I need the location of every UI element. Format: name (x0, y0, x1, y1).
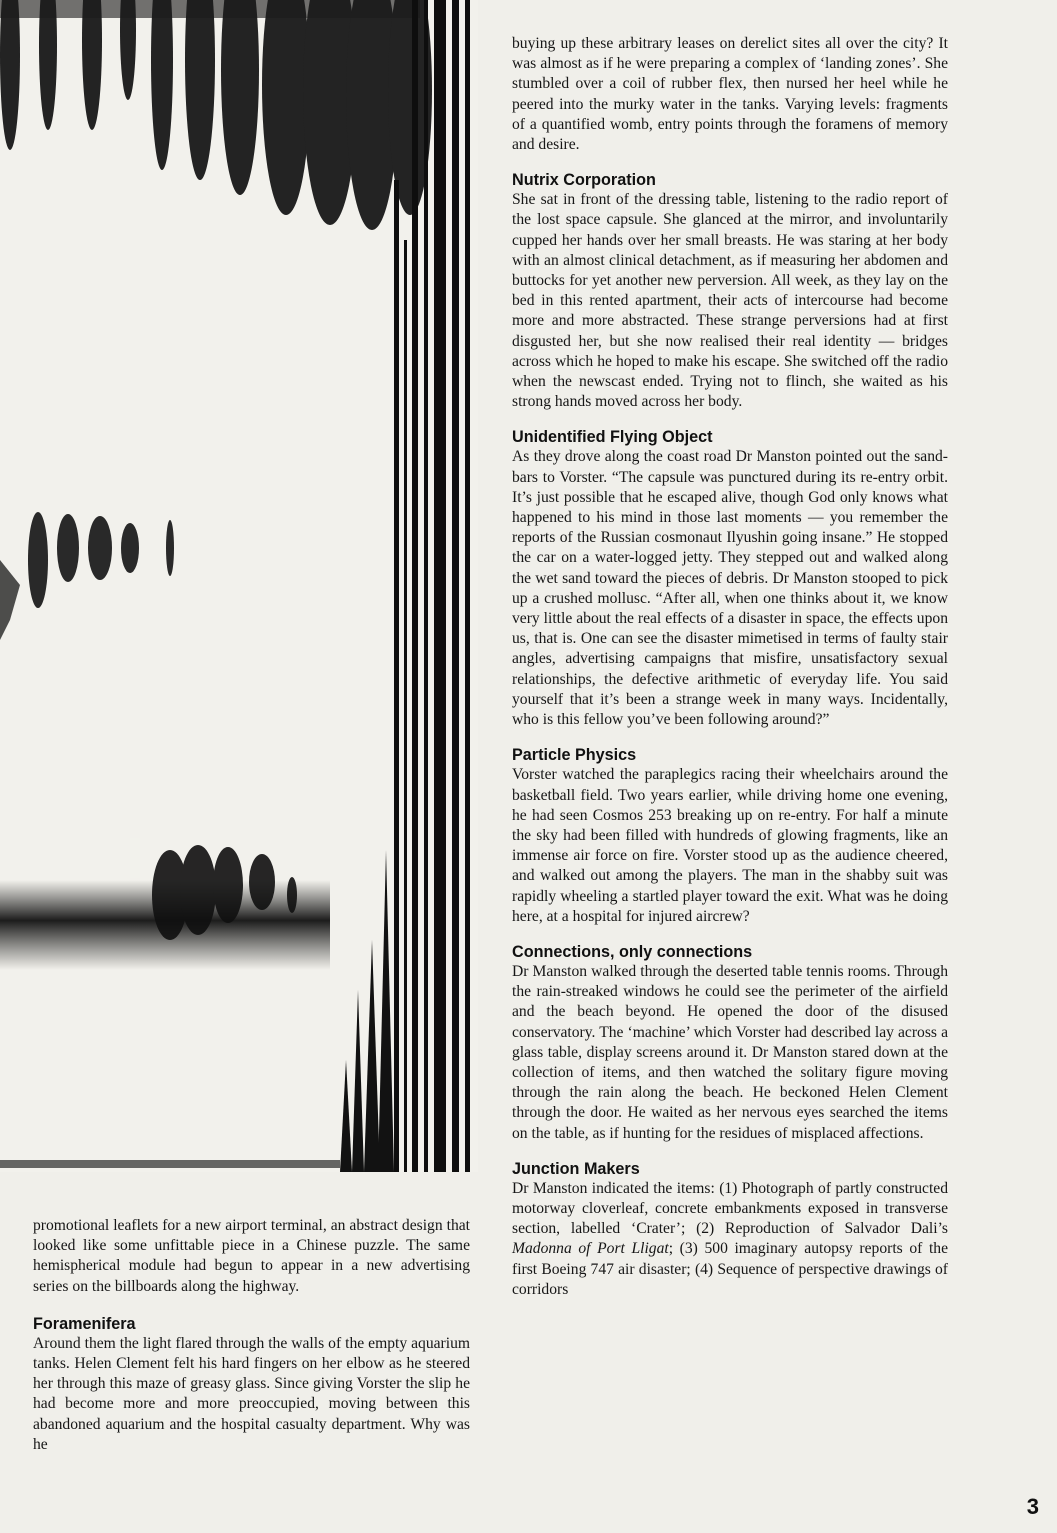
section-foramenifera (33, 1314, 470, 1455)
section-heading: Foramenifera (33, 1314, 136, 1333)
section-body: As they drove along the coast road Dr Manston pointed out the sand-bars to Vorster. “The capsule was punctured during its re-entry orbit. It’s just possible that he escaped alive, though God only knows what happened to his mind in those last moments — you remember the reports of the Russian cosmonaut Ilyushin going insane.” He stopped the car on a water-logged jetty. They stepped out and walked along the wet sand toward the pieces of debris. Dr Manston stooped to pick up a crushed mollusc. “After all, when one thinks about it, we know very little about the real effects of a disaster in space, the effects upon us, that is. One can see the disaster mimetised in terms of faulty stair angles, advertising campaigns that misfire, unsatisfactory sexual relationships, the defective arithmetic of everyday life. You said yourself that it’s been a strange week in many ways. Incidentally, who is this fellow you’ve been following around?” (512, 448, 948, 729)
section-heading: Particle Physics (512, 746, 637, 765)
painting-title: Madonna of Port Lligat (512, 1240, 669, 1258)
abstract-photograph-art-icon (0, 0, 478, 1172)
section-body: Vorster watched the paraplegics racing their wheelchairs around the basketball field. Two years earlier, while driving home one evening, he had seen Cosmos 253 breaking up on re-entry. For half a minute the sky had been filled with hundreds of glowing fragments, like an immense air force on fire. Vorster stood up as the audience cheered, and walked out among the players. The man in the shabby suit was rapidly wheeling a startled player toward the exit. What was he doing here, at a hospital for injured aircrew? (512, 766, 948, 925)
right-column (512, 34, 948, 1300)
section-connections (512, 942, 948, 1144)
body-text: Dr Manston indicated the items: (1) Photograph of partly constructed motorway cloverleaf, concrete embankments exposed in transverse section, labelled ‘Crater’; (2) Reproduction of Salvador Dali’s (512, 1179, 948, 1238)
section-heading: Nutrix Corporation (512, 171, 656, 190)
page-number: 3 (1026, 1494, 1039, 1519)
section-nutrix-corporation (512, 170, 948, 412)
abstract-illustration (0, 0, 478, 1172)
left-continued-paragraph: promotional leaflets for a new airport terminal, an abstract design that looked like some unfittable piece in a Chinese puzzle. The same hemispherical module had begun to appear in a new advertising series on the billboards along the highway. (33, 1217, 470, 1295)
left-column (33, 1216, 470, 1455)
right-continued-paragraph: buying up these arbitrary leases on derelict sites all over the city? It was almost as if he were preparing a complex of ‘landing zones’. She stumbled over a coil of rubber flex, then nursed her heel while he peered into the murky water in the tanks. Varying levels: fragments of a quantified womb, entry points through the foramens of memory and desire. (512, 35, 948, 154)
section-heading: Connections, only connections (512, 942, 753, 961)
section-heading: Junction Makers (512, 1159, 640, 1178)
section-body (512, 1179, 948, 1300)
section-junction-makers (512, 1159, 948, 1300)
section-body: Dr Manston walked through the deserted table tennis rooms. Through the rain-streaked windows he could see the perimeter of the airfield and the beach beyond. He opened the door of the disused conservatory. The ‘machine’ which Vorster had described lay across a glass table, display screens around it. Dr Manston stared down at the collection of items, and then watched the solitary figure moving through the rain along the beach. He beckoned Helen Clement through the door. He waited as her nervous eyes searched the items on the table, as if hunting for the residues of misplaced affections. (512, 962, 948, 1142)
section-heading: Unidentified Flying Object (512, 428, 713, 447)
section-body: Around them the light flared through the walls of the empty aquarium tanks. Helen Clement felt his hard fingers on her elbow as he steered her through this maze of greasy glass. Since giving Vorster the slip he had become more and more preoccupied, moving between this abandoned aquarium and the hospital casualty department. Why was he (33, 1334, 470, 1453)
section-unidentified-flying-object (512, 427, 948, 730)
body-text: ; (3) 500 imaginary autopsy reports of the first Boeing 747 air disaster; (4) Sequence of perspective drawings of corridors (512, 1240, 948, 1298)
section-body: She sat in front of the dressing table, listening to the radio report of the lost space capsule. She glanced at the mirror, and involuntarily cupped her hands over her small breasts. He was staring at her body with an almost clinical detachment, as if measuring her abdomen and buttocks for yet another new perversion. All week, as they lay on the bed in this rented apartment, their acts of intercourse had become more and more abstracted. These strange perversions had at first disgusted her, but she now realised their real identity — bridges across which he hoped to make his escape. She switched off the radio when the newscast ended. Trying not to flinch, she waited as his strong hands moved across her body. (512, 191, 948, 411)
section-particle-physics (512, 745, 948, 927)
